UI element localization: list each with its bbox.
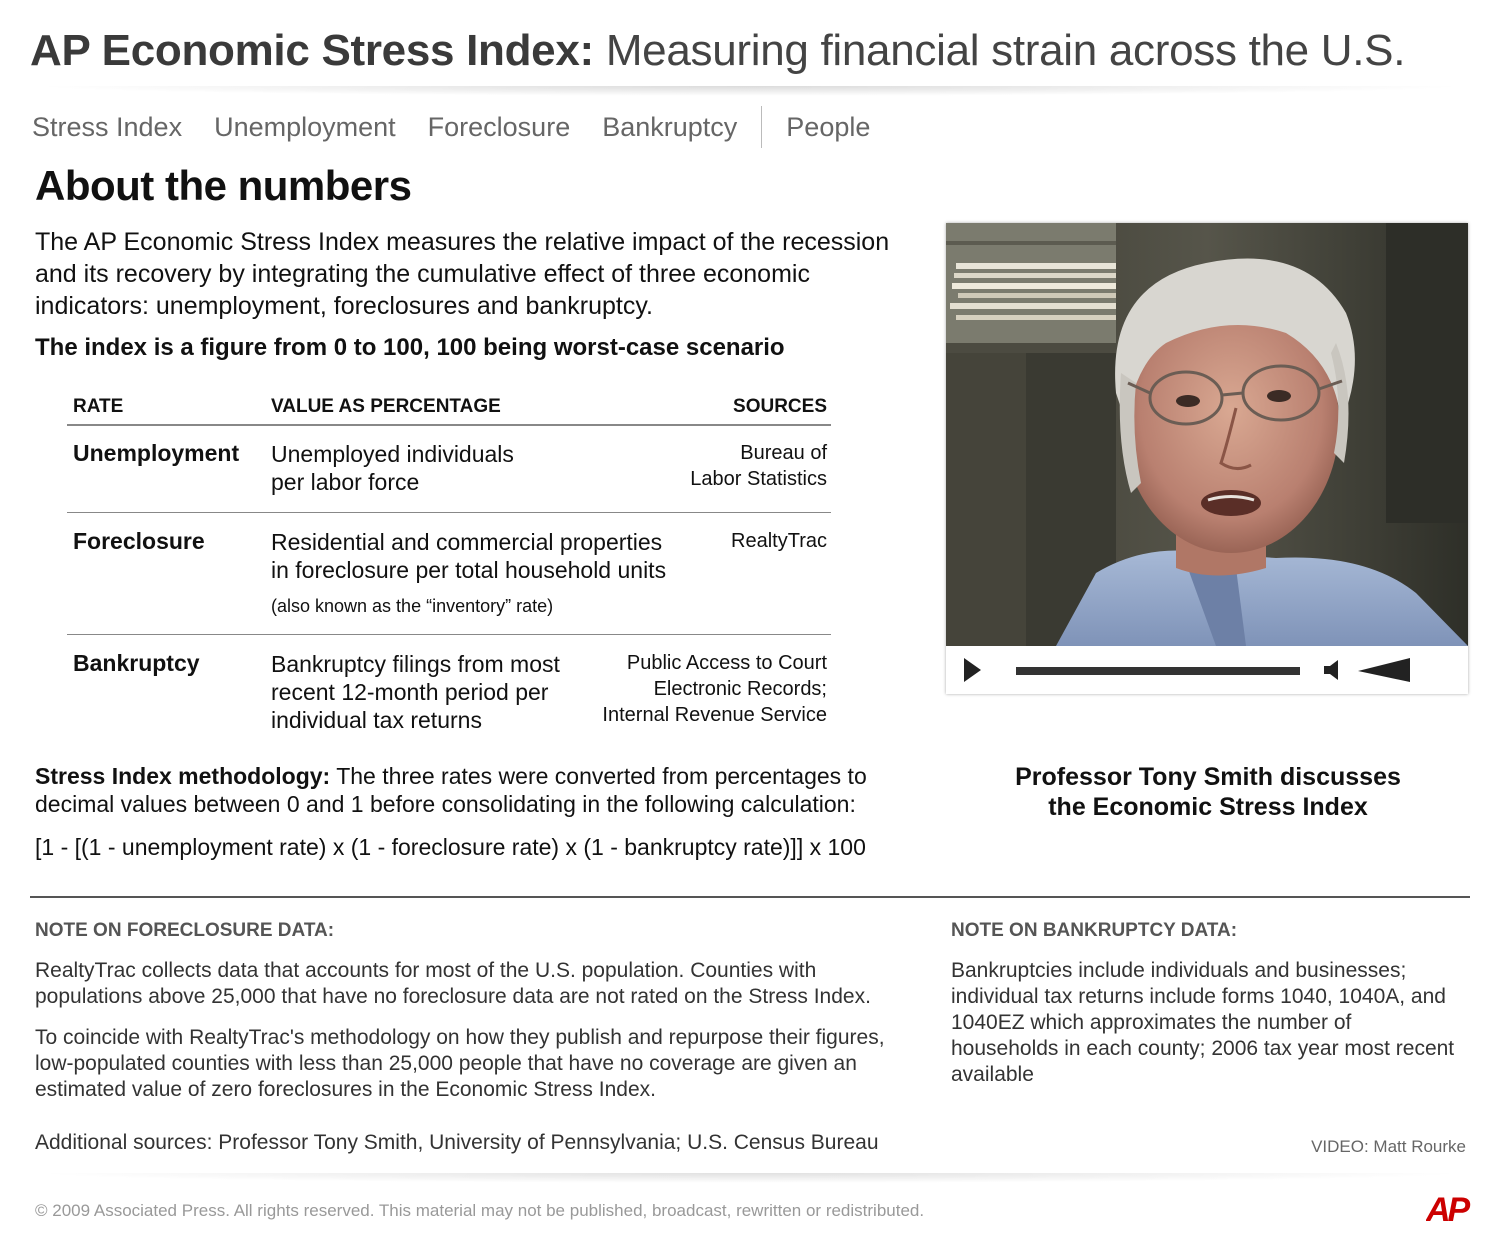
rate-value-description bbox=[271, 650, 560, 734]
rate-value-description bbox=[271, 440, 514, 496]
bankruptcy-note-title: NOTE ON BANKRUPTCY DATA: bbox=[951, 920, 1238, 941]
rates-table bbox=[67, 392, 831, 745]
source-line: Public Access to Court bbox=[626, 652, 827, 674]
ap-logo-text: AP bbox=[1426, 1191, 1468, 1226]
header-shadow bbox=[30, 86, 1470, 96]
intro-paragraph: The AP Economic Stress Index measures the relative impact of the recession and its recovery by integrating the cumulative effect of three economic indicators: unemployment, foreclosures and bankruptcy. bbox=[35, 228, 890, 320]
tab-people[interactable]: People bbox=[786, 111, 871, 142]
rate-name: Unemployment bbox=[73, 440, 240, 466]
tab-unemployment[interactable]: Unemployment bbox=[214, 111, 396, 142]
source-line: Bureau of bbox=[740, 442, 827, 464]
column-header-rate: RATE bbox=[73, 396, 124, 417]
nav-separator bbox=[761, 106, 762, 148]
volume-wedge-icon[interactable] bbox=[1358, 656, 1412, 684]
value-line: in foreclosure per total household units bbox=[271, 557, 667, 583]
rate-name: Foreclosure bbox=[73, 528, 205, 554]
page-title bbox=[30, 26, 1405, 76]
caption-line: Professor Tony Smith discusses bbox=[1015, 763, 1401, 791]
foreclosure-note-paragraph: To coincide with RealtyTrac's methodology on how they publish and repurpose their figures, low-populated counties with less than 25,000 people that have no coverage are given an estimated value of zero foreclosures in the Economic Stress Index. bbox=[35, 1026, 885, 1101]
rate-source bbox=[731, 528, 827, 554]
table-row-unemployment bbox=[67, 426, 831, 513]
video-player[interactable] bbox=[946, 223, 1468, 694]
value-line: Bankruptcy filings from most bbox=[271, 651, 560, 677]
value-line: per labor force bbox=[271, 469, 420, 495]
methodology-formula: [1 - [(1 - unemployment rate) x (1 - foreclosure rate) x (1 - bankruptcy rate)]] x 100 bbox=[35, 834, 866, 860]
value-line: Residential and commercial properties bbox=[271, 529, 663, 555]
table-row-foreclosure bbox=[67, 513, 831, 635]
source-line: Labor Statistics bbox=[690, 468, 827, 490]
tab-bankruptcy[interactable]: Bankruptcy bbox=[602, 111, 738, 142]
progress-scrubber[interactable] bbox=[1016, 667, 1300, 675]
column-header-value: VALUE AS PERCENTAGE bbox=[271, 396, 501, 417]
value-line: individual tax returns bbox=[271, 707, 482, 733]
section-heading: About the numbers bbox=[35, 162, 412, 209]
footer-shadow bbox=[30, 1173, 1470, 1183]
source-line: Internal Revenue Service bbox=[602, 704, 827, 726]
video-still-image bbox=[946, 223, 1468, 646]
rate-value-note: (also known as the “inventory” rate) bbox=[271, 596, 554, 616]
foreclosure-note-paragraph: RealtyTrac collects data that accounts for most of the U.S. population. Counties with populations above 25,000 that have no foreclosure data are not rated on the Stress Index. bbox=[35, 959, 871, 1008]
video-credit: VIDEO: Matt Rourke bbox=[1311, 1137, 1466, 1156]
copyright-notice: © 2009 Associated Press. All rights reserved. This material may not be published, broadcast, rewritten or redistributed. bbox=[35, 1201, 925, 1220]
tab-stress-index[interactable]: Stress Index bbox=[32, 111, 183, 142]
additional-sources: Additional sources: Professor Tony Smith, University of Pennsylvania; U.S. Census Bureau bbox=[35, 1131, 879, 1154]
video-caption bbox=[946, 762, 1470, 822]
play-icon[interactable] bbox=[964, 658, 981, 682]
methodology-text: The three rates were converted from percentages to decimal values between 0 and 1 before consolidating in the following calculation: bbox=[35, 763, 867, 817]
foreclosure-note-title: NOTE ON FORECLOSURE DATA: bbox=[35, 920, 335, 941]
rate-name: Bankruptcy bbox=[73, 650, 200, 676]
table-row-bankruptcy bbox=[67, 635, 831, 745]
value-line: recent 12-month period per bbox=[271, 679, 549, 705]
speaker-icon[interactable] bbox=[1324, 660, 1342, 680]
rate-source bbox=[602, 650, 827, 728]
video-frame[interactable] bbox=[946, 223, 1468, 646]
section-divider bbox=[30, 896, 1470, 898]
rate-source bbox=[690, 440, 827, 492]
ap-logo bbox=[1426, 1190, 1472, 1226]
source-line: Electronic Records; bbox=[653, 678, 827, 700]
title-bold: AP Economic Stress Index: bbox=[30, 26, 594, 75]
methodology-label: Stress Index methodology: bbox=[35, 763, 331, 789]
rate-value-description bbox=[271, 528, 666, 584]
column-header-sources: SOURCES bbox=[733, 396, 827, 417]
methodology-paragraph bbox=[35, 762, 915, 818]
tab-foreclosure[interactable]: Foreclosure bbox=[427, 111, 571, 142]
index-range-note: The index is a figure from 0 to 100, 100 being worst-case scenario bbox=[35, 334, 785, 361]
source-line: RealtyTrac bbox=[731, 530, 827, 552]
table-header-row bbox=[67, 392, 831, 426]
video-controls bbox=[946, 646, 1468, 694]
value-line: Unemployed individuals bbox=[271, 441, 514, 467]
caption-line: the Economic Stress Index bbox=[1048, 793, 1368, 821]
title-subtitle: Measuring financial strain across the U.S. bbox=[605, 26, 1406, 75]
nav-tabs bbox=[32, 106, 902, 148]
bankruptcy-note-paragraph: Bankruptcies include individuals and businesses; individual tax returns include forms 1040, 1040A, and 1040EZ which approximates the number of households in each county; 2006 tax year most recent available bbox=[951, 959, 1455, 1086]
